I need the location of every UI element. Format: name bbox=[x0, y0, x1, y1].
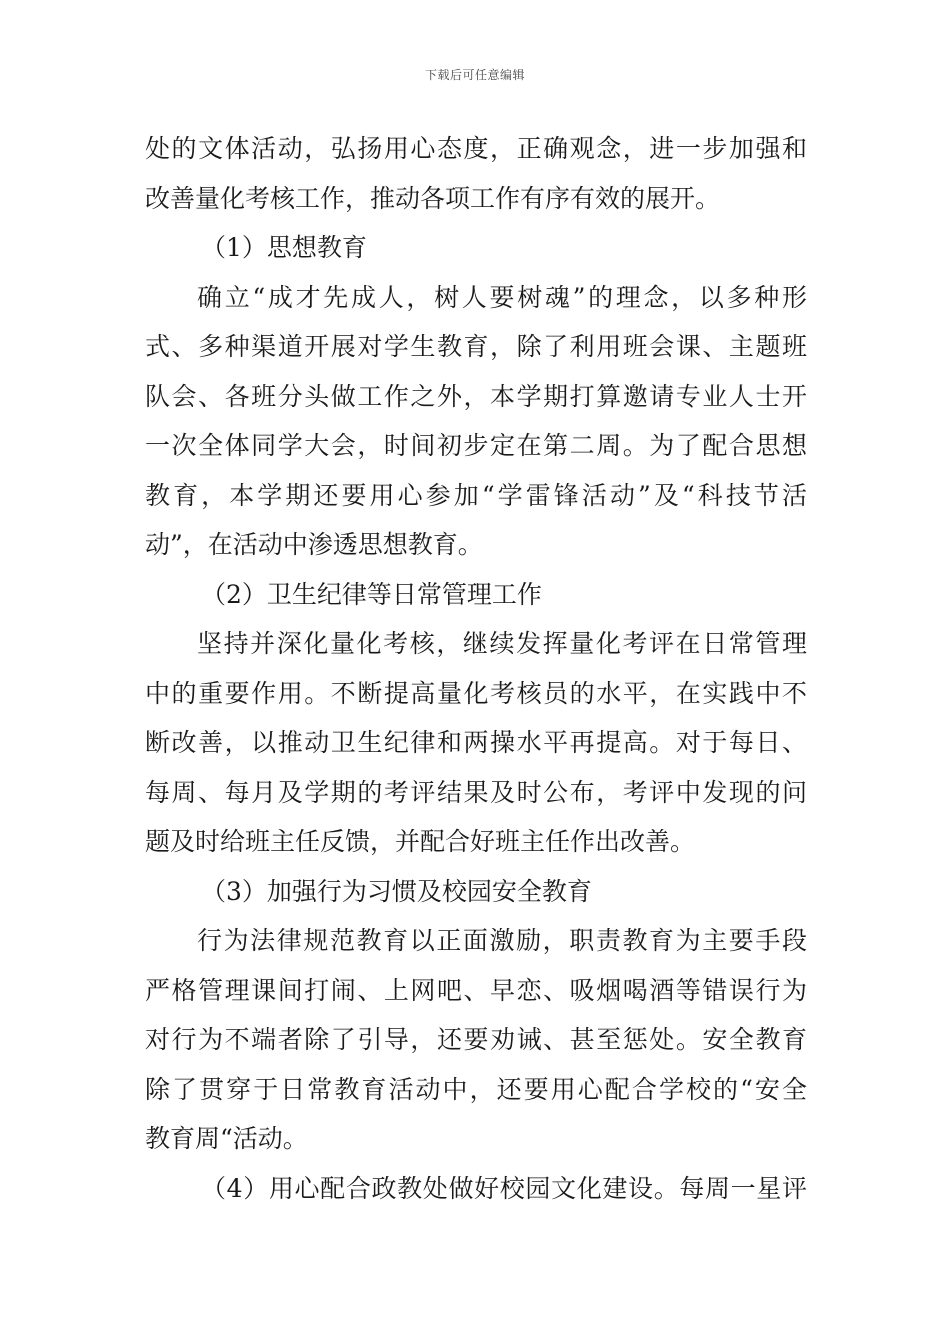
body-line: 题及时给班主任反馈，并配合好班主任作出改善。 bbox=[145, 827, 696, 856]
body-line: 对行为不端者除了引导，还要劝诫、甚至惩处。安全教育 bbox=[145, 1025, 807, 1054]
section-heading-3: （3）加强行为习惯及校园安全教育 bbox=[201, 876, 592, 906]
body-line: 每周、每月及学期的考评结果及时公布，考评中发现的问 bbox=[145, 777, 807, 807]
section-heading-2: （2）卫生纪律等日常管理工作 bbox=[201, 579, 542, 609]
body-line: 除了贯穿于日常教育活动中，还要用心配合学校的“安全 bbox=[145, 1074, 807, 1104]
document-body bbox=[145, 124, 807, 1213]
body-line: 教育周“活动。 bbox=[145, 1124, 308, 1153]
body-line: 行为法律规范教育以正面激励，职责教育为主要手段 bbox=[197, 926, 807, 955]
section-heading-4: （4）用心配合政教处做好校园文化建设。每周一星评 bbox=[201, 1173, 807, 1203]
body-line: 改善量化考核工作，推动各项工作有序有效的展开。 bbox=[145, 183, 721, 213]
body-line: 中的重要作用。不断提高量化考核员的水平，在实践中不 bbox=[145, 678, 807, 708]
body-line: 式、多种渠道开展对学生教育，除了利用班会课、主题班 bbox=[145, 332, 807, 361]
body-line: 严格管理课间打闹、上网吧、早恋、吸烟喝酒等错误行为 bbox=[145, 975, 807, 1005]
body-line: 确立“成才先成人，树人要树魂”的理念，以多种形 bbox=[197, 282, 807, 312]
body-line: 教育，本学期还要用心参加“学雷锋活动”及“科技节活 bbox=[145, 480, 807, 510]
section-heading-1: （1）思想教育 bbox=[201, 233, 367, 262]
body-line: 队会、各班分头做工作之外，本学期打算邀请专业人士开 bbox=[145, 381, 807, 411]
body-line: 处的文体活动，弘扬用心态度，正确观念，进一步加强和 bbox=[145, 134, 807, 163]
body-line: 一次全体同学大会，时间初步定在第二周。为了配合思想 bbox=[145, 431, 807, 460]
body-line: 动”，在活动中渗透思想教育。 bbox=[145, 530, 483, 559]
body-line: 坚持并深化量化考核，继续发挥量化考评在日常管理 bbox=[197, 629, 807, 658]
page-header-note: 下载后可任意编辑 bbox=[424, 68, 525, 82]
body-line: 断改善，以推动卫生纪律和两操水平再提高。对于每日、 bbox=[145, 728, 807, 757]
